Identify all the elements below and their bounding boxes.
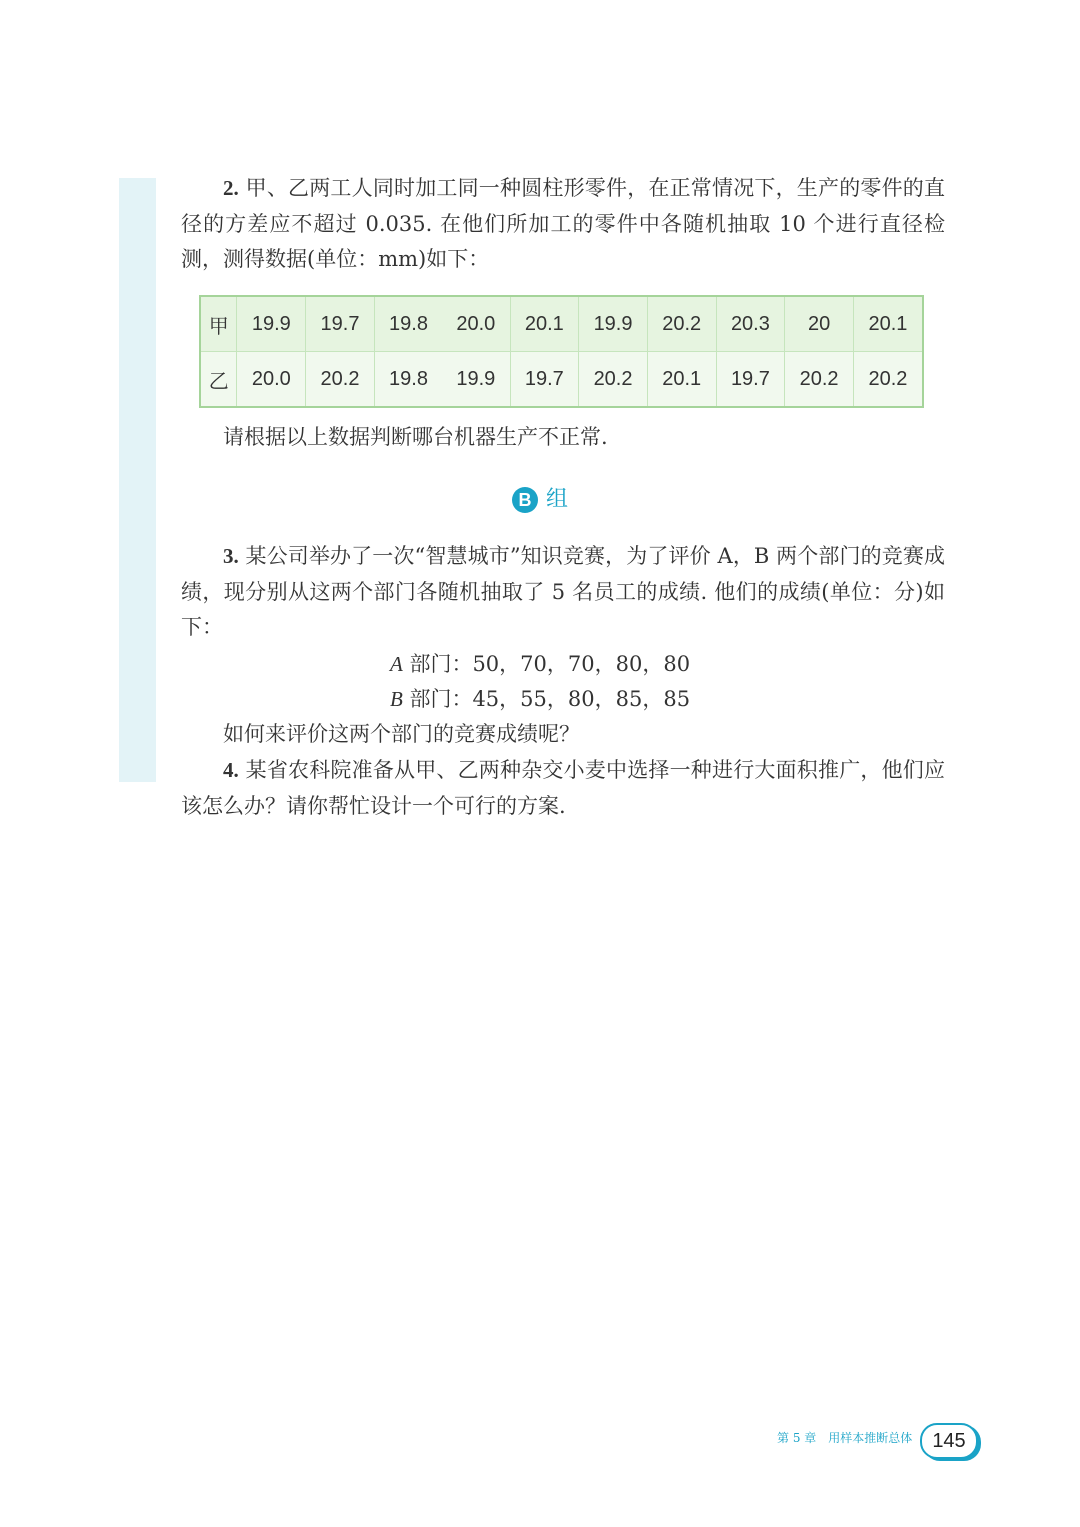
dept-a-scores [0,647,1080,682]
table-cell: 19.8 [374,352,442,408]
group-b-heading [0,484,1080,516]
problem-2-number: 2. [223,176,239,200]
dept-b-values: 部门：45，55，80，85，85 [402,687,691,711]
dept-a-letter: A [389,652,403,676]
table-cell: 20.1 [853,296,923,352]
problem-2-question: 请根据以上数据判断哪台机器生产不正常. [223,425,608,449]
table-cell: 20.0 [442,296,510,352]
table-cell: 20.2 [785,352,854,408]
table-cell: 19.9 [237,296,306,352]
table-cell: 19.9 [442,352,510,408]
group-b-badge: B [512,487,538,513]
problem-2-body: 甲、乙两工人同时加工同一种圆柱形零件，在正常情况下，生产的零件的直径的方差应不超过 0.035. 在他们所加工的零件中各随机抽取 10 个进行直径检测，测得数据(单位：mm)如下： [181,176,945,271]
table-cell: 20.1 [510,296,579,352]
table-row [200,352,923,408]
table-cell: 19.8 [374,296,442,352]
table-cell: 19.7 [716,352,785,408]
table-cell: 19.7 [510,352,579,408]
table-cell: 20.1 [647,352,716,408]
table-cell: 20.2 [853,352,923,408]
row-label-jia: 甲 [200,296,237,352]
table-row [200,296,923,352]
page-number-badge: 145 [920,1423,978,1459]
problem-3-number: 3. [223,544,239,568]
table-cell: 20.2 [579,352,648,408]
table-cell: 19.7 [306,296,375,352]
table-cell: 20.2 [306,352,375,408]
table-cell: 19.9 [579,296,648,352]
dept-b-letter: B [389,687,403,711]
row-label-yi: 乙 [200,352,237,408]
table-cell: 20.0 [237,352,306,408]
dept-a-values: 部门：50，70，70，80，80 [402,652,691,676]
table-cell: 20.2 [647,296,716,352]
dept-b-scores [0,682,1080,717]
table-cell: 20 [785,296,854,352]
table-cell: 20.3 [716,296,785,352]
problem-3-question: 如何来评价这两个部门的竞赛成绩呢？ [223,722,580,746]
problem-3-body: 某公司举办了一次“智慧城市”知识竞赛，为了评价 A，B 两个部门的竞赛成绩，现分别从这两个部门各随机抽取了 5 名员工的成绩. 他们的成绩(单位：分)如下： [181,544,945,639]
problem-4-body: 某省农科院准备从甲、乙两种杂交小麦中选择一种进行大面积推广，他们应该怎么办？请你帮忙设计一个可行的方案. [181,758,945,818]
chapter-footer: 第 5 章 用样本推断总体 [777,1431,913,1445]
problem-4-text [181,753,945,824]
problem-2-text [181,171,945,278]
problem-3-text [181,539,945,646]
diameter-data-table [199,295,924,408]
group-b-label: 组 [545,487,568,512]
problem-4-number: 4. [223,758,239,782]
